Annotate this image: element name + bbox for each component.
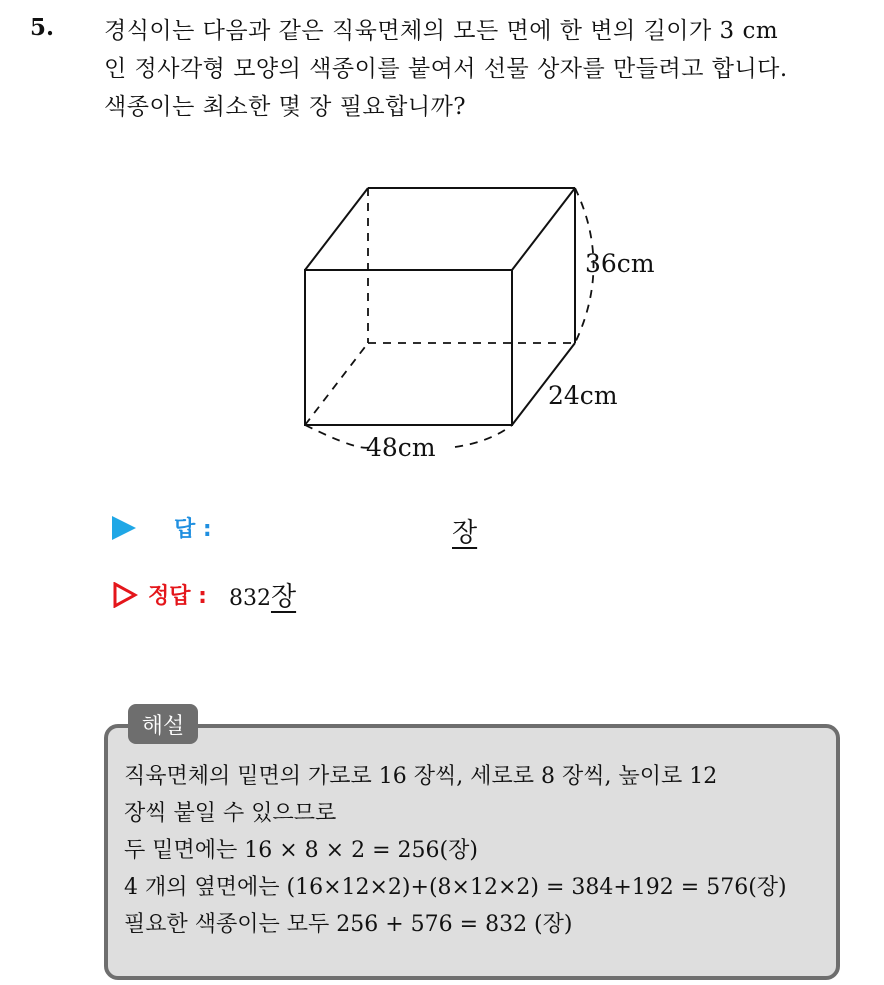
question-line: 색종이는 최소한 몇 장 필요합니까? xyxy=(104,94,467,120)
question-line: 인 정사각형 모양의 색종이를 붙여서 선물 상자를 만들려고 합니다. xyxy=(104,56,788,82)
answer-unit: 장 xyxy=(452,518,478,548)
depth-label: 24cm xyxy=(548,381,618,410)
explanation-line: 4 개의 옆면에는 (16×12×2)+(8×12×2) = 384+192 = 576(장) xyxy=(124,875,787,900)
cuboid-edge xyxy=(305,188,368,270)
explanation-text xyxy=(124,758,834,943)
question-number: 5. xyxy=(30,14,55,41)
answer-label: 답 : xyxy=(174,517,212,542)
play-triangle-icon xyxy=(112,516,136,540)
explanation-line: 장씩 붙일 수 있으므로 xyxy=(124,801,337,826)
explanation-title: 해설 xyxy=(128,704,198,744)
cuboid-hidden-edge xyxy=(305,343,368,425)
explanation-line: 직육면체의 밑면의 가로로 16 장씩, 세로로 8 장씩, 높이로 12 xyxy=(124,764,718,789)
width-label: 48cm xyxy=(366,433,436,462)
cuboid-figure xyxy=(290,170,670,470)
correct-answer-unit: 장 xyxy=(270,582,297,612)
explanation-line: 두 밑면에는 16 × 8 × 2 = 256(장) xyxy=(124,838,478,863)
height-label: 36cm xyxy=(585,249,655,278)
cuboid-front-face xyxy=(305,270,512,425)
outline-triangle-icon xyxy=(112,582,138,608)
correct-answer-row xyxy=(112,576,296,613)
answer-row xyxy=(112,512,212,543)
correct-answer-label: 정답 : xyxy=(148,584,207,609)
cuboid-edge xyxy=(512,188,575,270)
correct-answer-number: 832 xyxy=(228,586,271,611)
explanation-line: 필요한 색종이는 모두 256 + 576 = 832 (장) xyxy=(124,912,573,937)
correct-answer-value xyxy=(229,576,296,613)
question-line: 경식이는 다음과 같은 직육면체의 모든 면에 한 변의 길이가 3 cm xyxy=(104,18,779,44)
question-text xyxy=(104,12,874,126)
